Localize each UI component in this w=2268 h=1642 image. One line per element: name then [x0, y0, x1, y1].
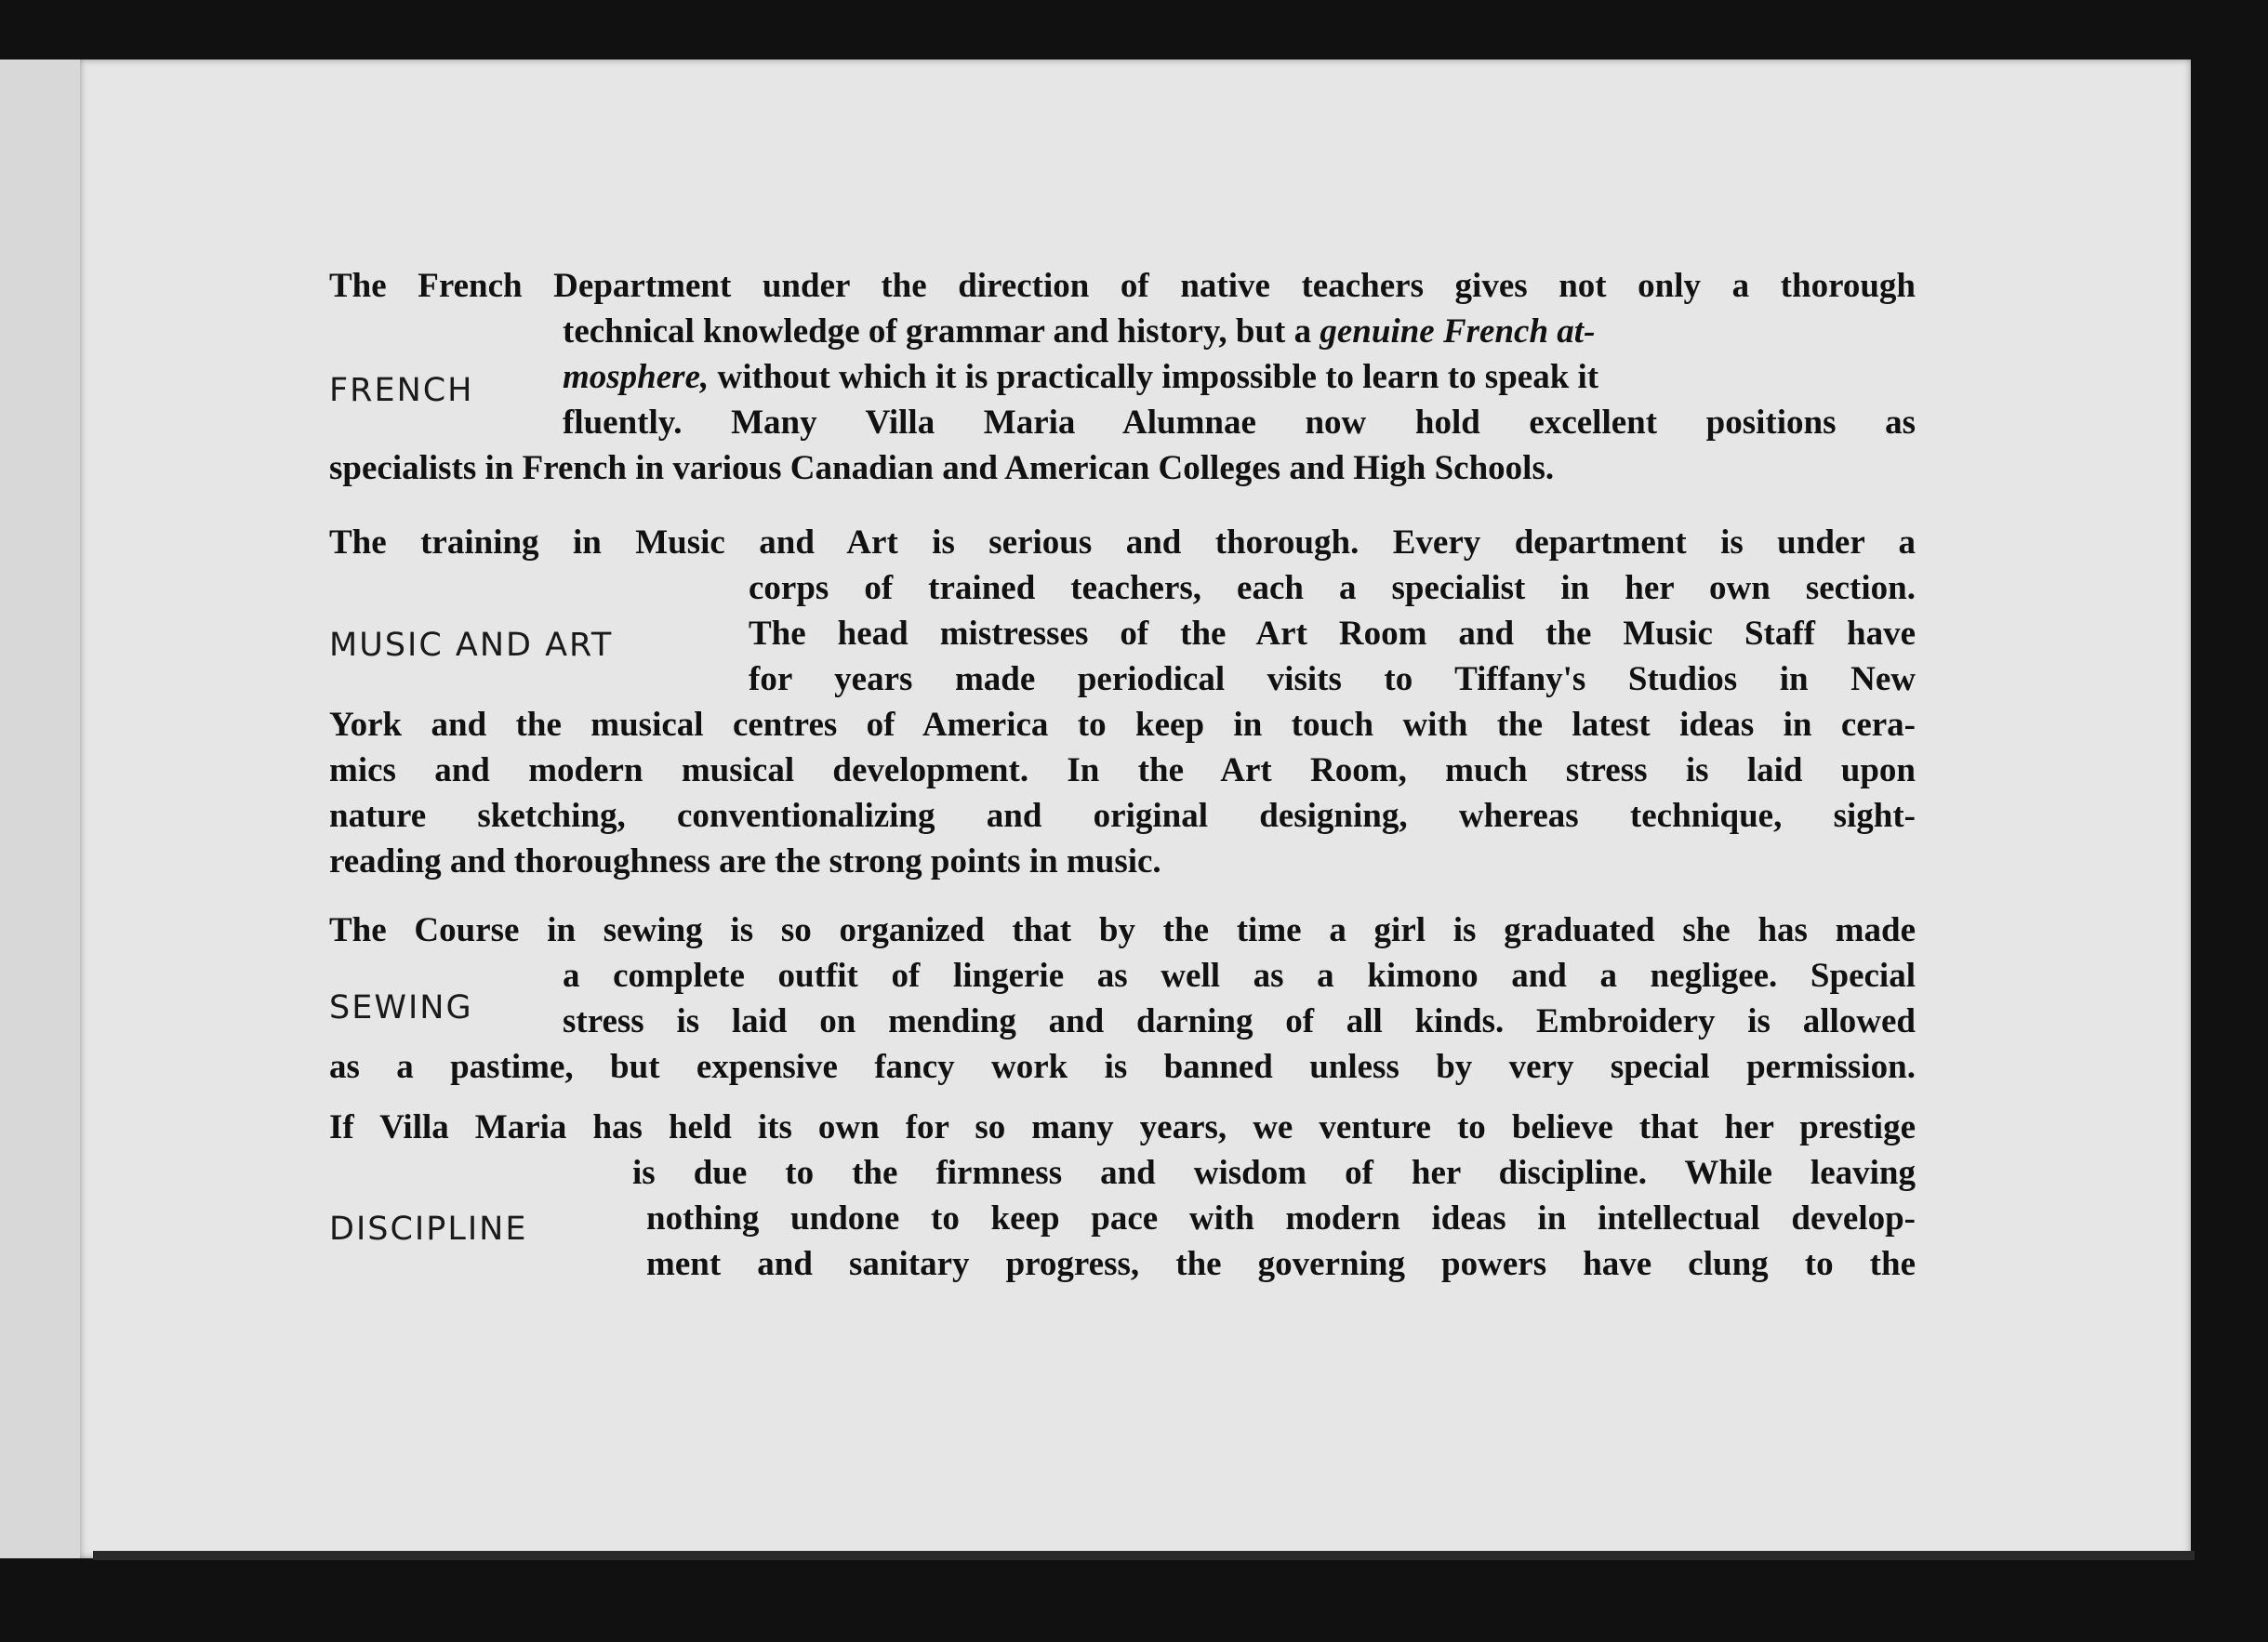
paragraph-line: a complete outfit of lingerie as well as a kimono and a negligee. Special — [563, 957, 1916, 995]
italic-phrase: genuine French at- — [1320, 312, 1596, 351]
paragraph-line: mics and modern musical development. In the Art Room, much stress is laid upon — [329, 751, 1916, 789]
paragraph-line: ment and sanitary progress, the governing powers have clung to the — [646, 1245, 1916, 1283]
paragraph-line: The training in Music and Art is serious and thorough. Every department is under a — [329, 523, 1916, 562]
paragraph-line: without which it is practically impossible to learn to speak it — [709, 358, 1599, 396]
paragraph-line: for years made periodical visits to Tiffany's Studios in New — [749, 660, 1916, 698]
paragraph-line: fluently. Many Villa Maria Alumnae now hold excellent positions as — [563, 404, 1916, 442]
section-label-french: FRENCH — [329, 372, 474, 409]
paragraph-line: is due to the firmness and wisdom of her discipline. While leaving — [632, 1154, 1916, 1192]
section-label-music-and-art: MUSIC AND ART — [329, 627, 614, 664]
paragraph-line: reading and thoroughness are the strong points in music. — [329, 842, 1161, 881]
paragraph-line: The head mistresses of the Art Room and the Music Staff have — [749, 615, 1916, 653]
paragraph-line: as a pastime, but expensive fancy work is banned unless by very special permission. — [329, 1048, 1916, 1086]
paragraph-line: nature sketching, conventionalizing and original designing, whereas technique, sight- — [329, 797, 1916, 835]
paragraph-line: stress is laid on mending and darning of all kinds. Embroidery is allowed — [563, 1002, 1916, 1040]
paragraph-line: The French Department under the direction of native teachers gives not only a thorough — [329, 267, 1916, 305]
paragraph-line: corps of trained teachers, each a specialist in her own section. — [749, 569, 1916, 607]
section-label-discipline: DISCIPLINE — [329, 1211, 528, 1248]
paragraph-line: technical knowledge of grammar and history, but a — [563, 312, 1312, 351]
paragraph-line: specialists in French in various Canadian and American Colleges and High Schools. — [329, 449, 1555, 487]
italic-phrase: mosphere, — [563, 358, 710, 396]
paragraph-line: nothing undone to keep pace with modern ideas in intellectual develop- — [646, 1199, 1916, 1238]
paragraph-line: The Course in sewing is so organized that by the time a girl is graduated she has made — [329, 911, 1916, 949]
paragraph-line: If Villa Maria has held its own for so many years, we venture to believe that her prestige — [329, 1108, 1916, 1146]
paragraph-line: York and the musical centres of America to keep in touch with the latest ideas in cera- — [329, 706, 1916, 744]
section-label-sewing: SEWING — [329, 989, 473, 1026]
